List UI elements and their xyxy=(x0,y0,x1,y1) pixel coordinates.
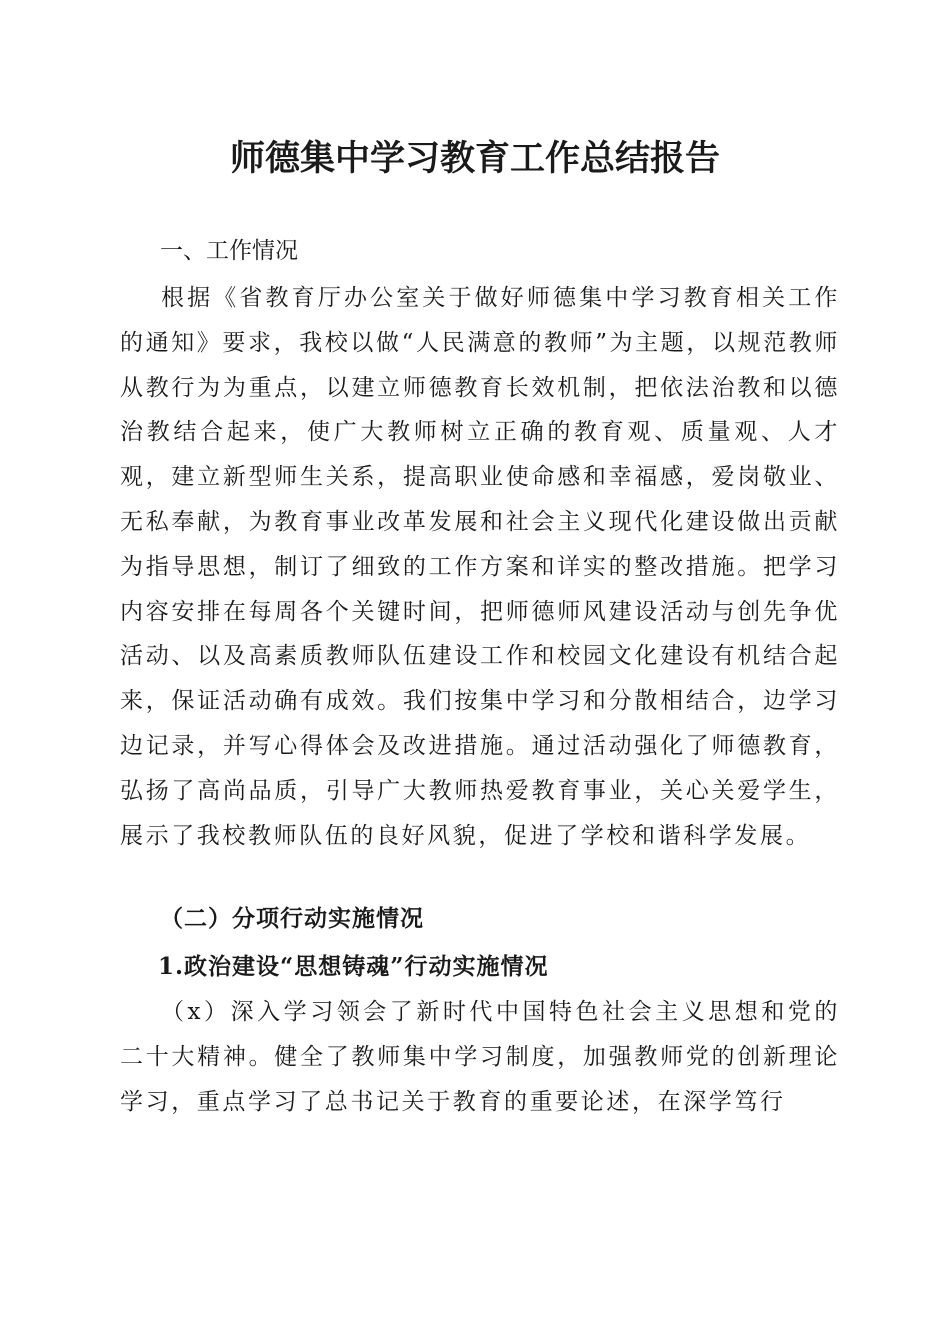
document-title: 师德集中学习教育工作总结报告 xyxy=(229,138,720,179)
body-paragraph-1: 根据《省教育厅办公室关于做好师德集中学习教育相关工作的通知》要求，我校以做“人民满意的教师”为主题，以规范教师从教行为为重点，以建立师德教育长效机制，把依法治教和以德治教结合起来，使广大教师树立正确的教育观、质量观、人才观，建立新型师生关系，提高职业使命感和幸福感，爱岗敬业、无私奉献，为教育事业改革发展和社会主义现代化建设做出贡献为指导思想，制订了细致的工作方案和详实的整改措施。把学习内容安排在每周各个关键时间，把师德师风建设活动与创先争优活动、以及高素质教师队伍建设工作和校园文化建设有机结合起来，保证活动确有成效。我们按集中学习和分散相结合，边学习边记录，并写心得体会及改进措施。通过活动强化了师德教育，弘扬了高尚品质，引导广大教师热爱教育事业，关心关爱学生，展示了我校教师队伍的良好风貌，促进了学校和谐科学发展。 xyxy=(120,285,840,849)
section-heading-work-status: 一、工作情况 xyxy=(160,238,298,264)
sub-heading-itemized-actions: （二）分项行动实施情况 xyxy=(160,905,424,932)
body-paragraph-2: （x）深入学习领会了新时代中国特色社会主义思想和党的二十大精神。健全了教师集中学习制度，加强教师党的创新理论学习，重点学习了总书记关于教育的重要论述，在深学笃行 xyxy=(120,999,840,1115)
item-heading-political-construction: 1.政治建设“思想铸魂”行动实施情况 xyxy=(158,953,549,980)
